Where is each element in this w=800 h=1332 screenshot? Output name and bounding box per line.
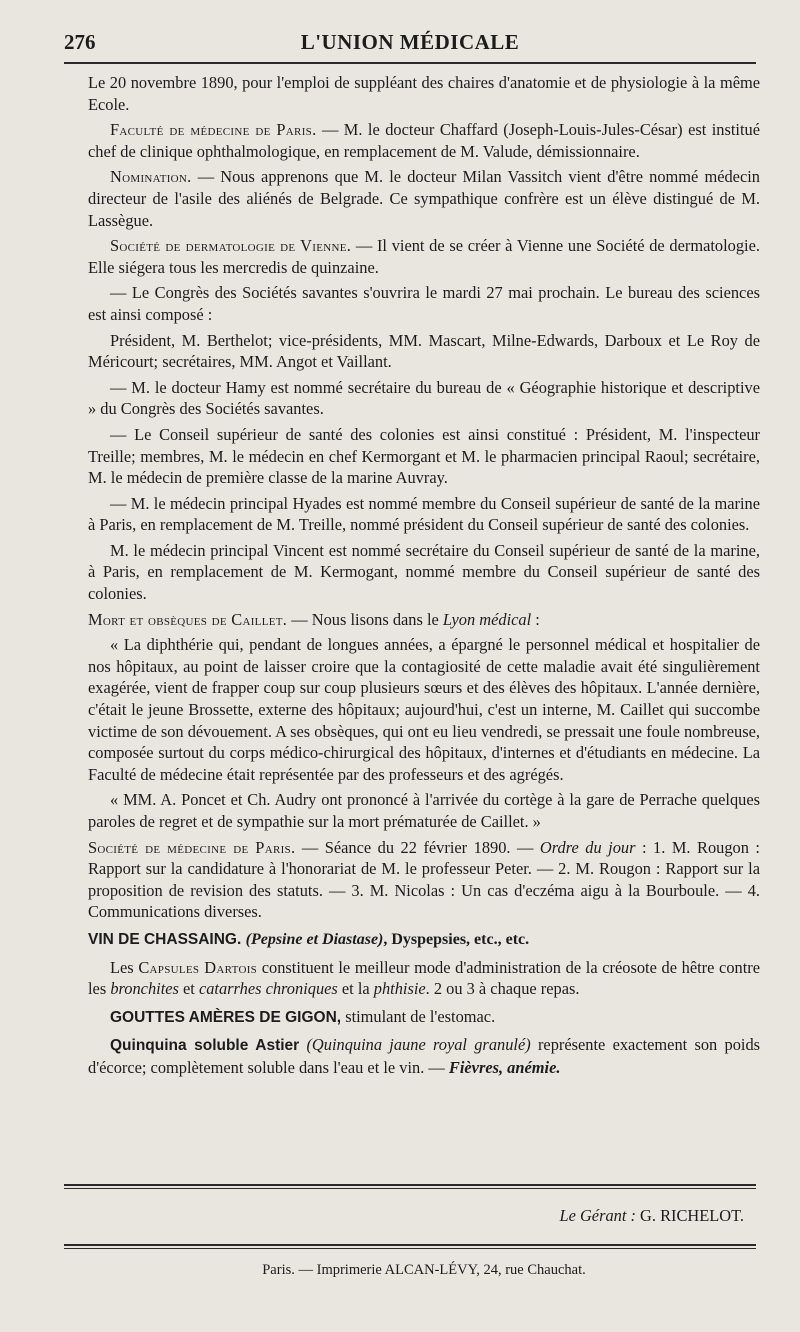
advert-capsules-dartois: Les Capsules Dartois constituent le meilleur mode d'administration de la créosote de hêtre contre les bronchites et catarrhes chroniques et la phthisie. 2 ou 3 à chaque repas. [88,957,761,999]
footer-rule-top [64,1184,756,1186]
paragraph: Société de dermatologie de Vienne. — Il vient de se créer à Vienne une Société de dermatologie. Elle siégera tous les mercredis de quinzaine. [88,236,760,277]
footer-rule-bottom-thin [64,1248,756,1249]
paragraph: Mort et obsèques de Caillet. — Nous lisons dans le Lyon médical : [88,609,540,629]
printer-imprint: Paris. — Imprimerie ALCAN-LÉVY, 24, rue Chauchat. [262,1262,586,1278]
paragraph: Société de médecine de Paris. — Séance du 22 février 1890. — Ordre du jour : 1. M. Rougon : Rapport sur la candidature à l'honorariat de M. le professeur Peter. — 2. M. Rougon : Rapport sur la proposition de revision des statuts. — 3. M. Nicolas : Un cas d'eczéma aigu à la Bourboule. — 4. Communications diverses. [88,837,760,922]
paragraph: « MM. A. Poncet et Ch. Audry ont prononcé à l'arrivée du cortège à la gare de Perrache quelques paroles de regret et de sympathie sur la mort prématurée de Caillet. » [88,790,760,831]
paragraph: Le 20 novembre 1890, pour l'emploi de suppléant des chaires d'anatomie et de physiologie à la même Ecole. [88,73,760,114]
advert-quinquina-astier: Quinquina soluble Astier (Quinquina jaune royal granulé) représente exactement son poids d'écorce; complètement soluble dans l'eau et le vin. — Fièvres, anémie. [88,1035,761,1077]
paragraph: — Le Conseil supérieur de santé des colonies est ainsi constitué : Président, M. l'inspecteur Treille; membres, M. le médecin en chef Kermorgant et M. le pharmacien principal Raoul; secrétaire, M. le médecin de première classe de la marine Auvray. [88,424,760,488]
page-number: 276 [64,30,96,54]
paragraph: Président, M. Berthelot; vice-présidents, MM. Mascart, Milne-Edwards, Darboux et Le Roy de Méricourt; secrétaires, MM. Angot et Vaillant. [88,330,760,372]
paragraph: Nomination. — Nous apprenons que M. le docteur Milan Vassitch vient d'être nommé médecin directeur de l'asile des aliénés de Belgrade. Ce sympathique confrère est un élève distingué de M. Lassègue. [88,167,760,230]
advert-vin-chassaing: VIN DE CHASSAING. (Pepsine et Diastase), Dyspepsies, etc., etc. [88,930,530,948]
section-heading: Nomination. [110,167,192,187]
paragraph: M. le médecin principal Vincent est nommé secrétaire du Conseil supérieur de santé de la marine, à Paris, en remplacement de M. Kermogant, nommé membre du Conseil supérieur de santé des colonies. [88,540,760,604]
article-body [88,72,760,1085]
section-heading: Faculté de médecine de Paris. [110,120,317,140]
header-rule [64,62,756,64]
section-heading: Société de dermatologie de Vienne. [110,236,352,256]
section-heading: Société de médecine de Paris. [88,837,296,857]
page-header [60,26,760,60]
paragraph: — Le Congrès des Sociétés savantes s'ouvrira le mardi 27 mai prochain. Le bureau des sciences est ainsi composé : [88,283,760,324]
section-heading: Mort et obsèques de Caillet. [88,609,288,629]
gerant-signature: Le Gérant : G. RICHELOT. [559,1206,744,1225]
paragraph: Faculté de médecine de Paris. — M. le docteur Chaffard (Joseph-Louis-Jules-César) est institué chef de clinique ophthalmologique, en remplacement de M. Valude, démissionnaire. [88,120,760,161]
paragraph: — M. le docteur Hamy est nommé secrétaire du bureau de « Géographie historique et descriptive » du Congrès des Sociétés savantes. [88,377,760,419]
source-title: Lyon médical [442,609,532,629]
paragraph: « La diphthérie qui, pendant de longues années, a épargné le personnel médical et hospitalier de nos hôpitaux, au point de laisser croire que la contagiosité de cette maladie avait été singulièrement exagérée, vient de frapper coup sur coup plusieurs sœurs et des élèves des hôpitaux. L'année dernière, c'était le jeune Brossette, externe des hôpitaux; aujourd'hui, c'est un interne, M. Caillet qui succombe victime de son dévouement. A ses obsèques, qui ont eu lieu vendredi, se pressait une foule nombreuse, composée surtout du corps médico-chirurgical des hôpitaux, d'internes et d'étudiants en médecine. La Faculté de médecine était représentée par des professeurs et des agrégés. [88,635,760,784]
agenda-label: Ordre du jour [539,837,636,857]
paragraph: — M. le médecin principal Hyades est nommé membre du Conseil supérieur de santé de la marine à Paris, en remplacement de M. Treille, nommé président du Conseil supérieur de santé des colonies. [88,493,760,535]
journal-title: L'UNION MÉDICALE [300,30,520,54]
footer-rule-bottom [64,1244,756,1246]
footer-rule-top-thin [64,1188,756,1189]
advert-gouttes-gigon: GOUTTES AMÈRES DE GIGON, stimulant de l'estomac. [110,1006,496,1026]
